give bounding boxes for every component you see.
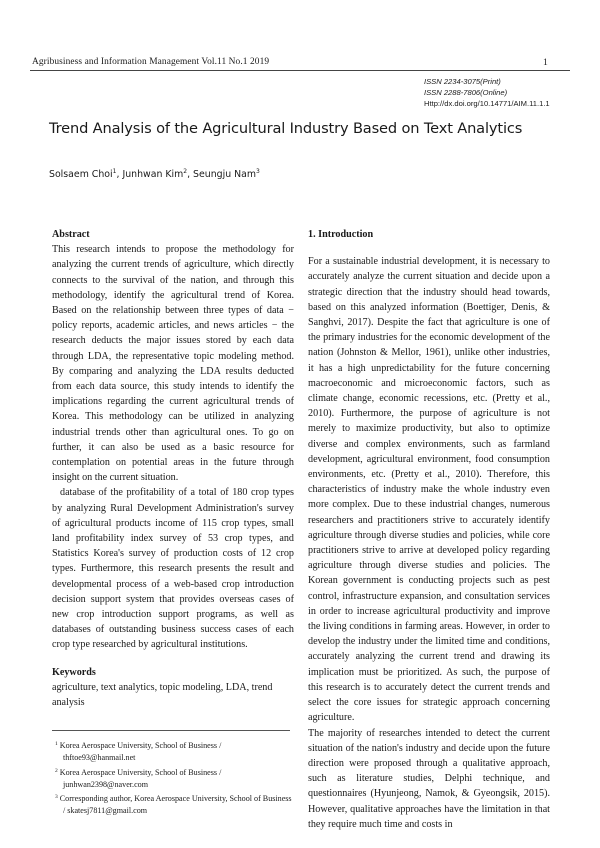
author-name: Solsaem Choi — [49, 169, 113, 180]
keywords-text: agriculture, text analytics, topic modeling, LDA, trend analysis — [52, 681, 273, 709]
paper-title: Trend Analysis of the Agricultural Industry Based on Text Analytics — [49, 120, 523, 137]
abstract-heading: Abstract — [52, 229, 90, 240]
body-paragraph: The majority of researches intended to detect the current situation of the nation's industry and decide upon the future direction were proposed through a qualitative approach, such as literature studies, Delphi technique, and questionnaires (Hyunjeong, Namok, & Gyeongsik, 2015). However, qualitative approaches have the limitation in that they require much time and costs in — [308, 727, 550, 830]
right-column — [308, 227, 550, 832]
footnote-rule — [52, 730, 290, 731]
abstract-paragraph: database of the profitability of a total of 180 crop types by analyzing Rural Development Administration's survey of agricultural products income of 115 crop types, small land profitability index survey of 53 crop types, and Statistics Korea's survey of production costs of 12 crop types. Furthermore, this research presents the result and developmental process of a web-based crop introduction decision support system that provides overseas cases of new crop introduction support programs, as well as databases of outstanding business success cases of each crop type researched by agricultural institutions. — [52, 487, 294, 651]
footnote-mark: 2 — [55, 767, 58, 774]
body-paragraph: For a sustainable industrial development, it is necessary to accurately analyze the current situation and decide upon a strategic direction that the industry should head towards, based on this analyzed information (Boettiger, Denis, & Sanghvi, 2017). Despite the fact that agriculture is one of the primary industries for the economic development of the nation (Johnston & Mellor, 1961), unlike other industries, it has a high unpredictability for the future concerning macroeconomic and microeconomic factors, such as climate change, economic recessions, etc. (Pretty et al., 2010). Furthermore, the purpose of agriculture is not merely to maximize productivity, but also to optimize diverse and complex environments, such as farmland development, agricultural environment, food consumption environments, etc. (Pretty et al., 2010). Therefore, this characteristics of industry make the whole industry even more complex. Due to these industrial changes, numerous researchers and practitioners strive to accurately identify agriculture through diverse studies and policies, while core practitioners strive to arrive at developed policy regarding agriculture through diverse studies and policies. The Korean government is conducting projects such as pest control, infrastructure expansion, and consultation services in order to increase agricultural productivity and improve the living conditions in farming areas. However, in order to develop the industry under the limited time and conditions, accurately analyzing the current trend and drawing its implication must be prioritized. As such, the purpose of this research is to accurately detect the current trends and select the core issues for strategic approach concerning agriculture. — [308, 256, 550, 724]
author-affiliation-mark: 1 — [112, 168, 117, 175]
author-list: Solsaem Choi$^1$, Junhwan Kim$^2$, Seungju Nam$^3$ — [49, 168, 260, 180]
author-affiliation-mark: 2 — [183, 168, 188, 175]
page-number: 1 — [543, 57, 548, 68]
footnote-mark: 1 — [55, 741, 58, 747]
footnote-text: Corresponding author, Korea Aerospace University, School of Business / skatesj7811@gmail.com — [59, 794, 292, 816]
doi-link[interactable]: Http://dx.doi.org/10.14771/AIM.11.1.1 — [424, 99, 550, 108]
footnote-mark: 3 — [55, 794, 58, 801]
keywords-heading: Keywords — [52, 666, 96, 678]
section-heading-introduction: 1. Introduction — [308, 229, 374, 240]
footnote-item — [52, 738, 294, 765]
issn-online: ISSN 2288-7806(Online) — [424, 88, 508, 97]
author-name: Junhwan Kim — [122, 169, 184, 180]
journal-header: Agribusiness and Information Management Vol.11 No.1 2019 — [32, 57, 270, 67]
left-column — [52, 227, 294, 710]
footnotes — [52, 738, 294, 818]
author-name: Seungju Nam — [193, 169, 257, 180]
abstract-paragraph: This research intends to propose the methodology for analyzing the current trends of agriculture, which directly connects to the survival of the nation, and through this methodology, identify the agricultural trend of Korea. Based on the relationship between three types of data − policy reports, academic articles, and news articles − the research deducts the major issues stored by each data through LDA, the representative topic modeling method. By comparing and analyzing the LDA results deducted from each data source, this study intends to identify the implications regarding the current agricultural trends of Korea. This methodology can be utilized in analyzing industrial trends other than agricultural ones. To go on further, it can also be used as a basic resource for contemplation on potential areas in the future through insight on the current situation. — [52, 244, 294, 484]
header-rule — [30, 70, 570, 71]
footnote-item — [52, 765, 294, 792]
footnote-text: Korea Aerospace University, School of Business / junhwan2398@naver.com — [59, 767, 222, 789]
issn-print: ISSN 2234-3075(Print) — [424, 77, 501, 86]
footnote-item — [52, 791, 294, 818]
author-affiliation-mark: 3 — [256, 168, 260, 175]
footnote-text: Korea Aerospace University, School of Business / thftoe93@hanmail.net — [59, 741, 222, 763]
